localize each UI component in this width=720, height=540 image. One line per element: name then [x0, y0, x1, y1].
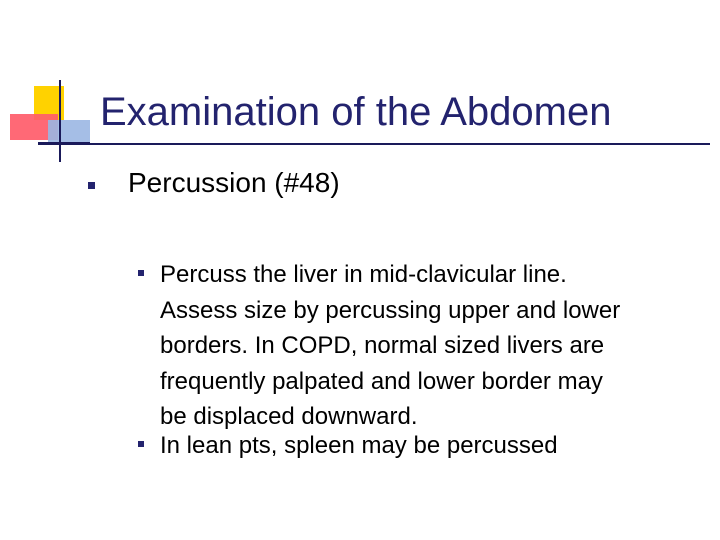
logo-vertical-line [59, 80, 61, 162]
bullet-text-line: borders. In COPD, normal sized livers are [160, 332, 605, 359]
bullet-level1-text: Percussion (#48) [128, 167, 340, 198]
bullet-marker-level2 [138, 441, 144, 447]
bullet-text-line: In lean pts, spleen may be percussed [160, 432, 558, 459]
bullet-marker-level2 [138, 270, 144, 276]
bullet-text-line: frequently palpated and lower border may [160, 367, 603, 395]
bullet-text-line: be displaced downward. [160, 403, 418, 430]
bullet-marker-level1 [88, 182, 95, 189]
bullet-text-line: Percuss the liver in mid-clavicular line. [160, 261, 567, 288]
bullet-level2-item [160, 257, 700, 435]
bullet-text-line: Assess size by percussing upper and lower [160, 296, 621, 324]
slide-title: Examination of the Abdomen [100, 90, 612, 134]
logo-blue-square [48, 120, 90, 142]
title-underline [38, 143, 710, 145]
bullet-level2-item [160, 428, 700, 464]
